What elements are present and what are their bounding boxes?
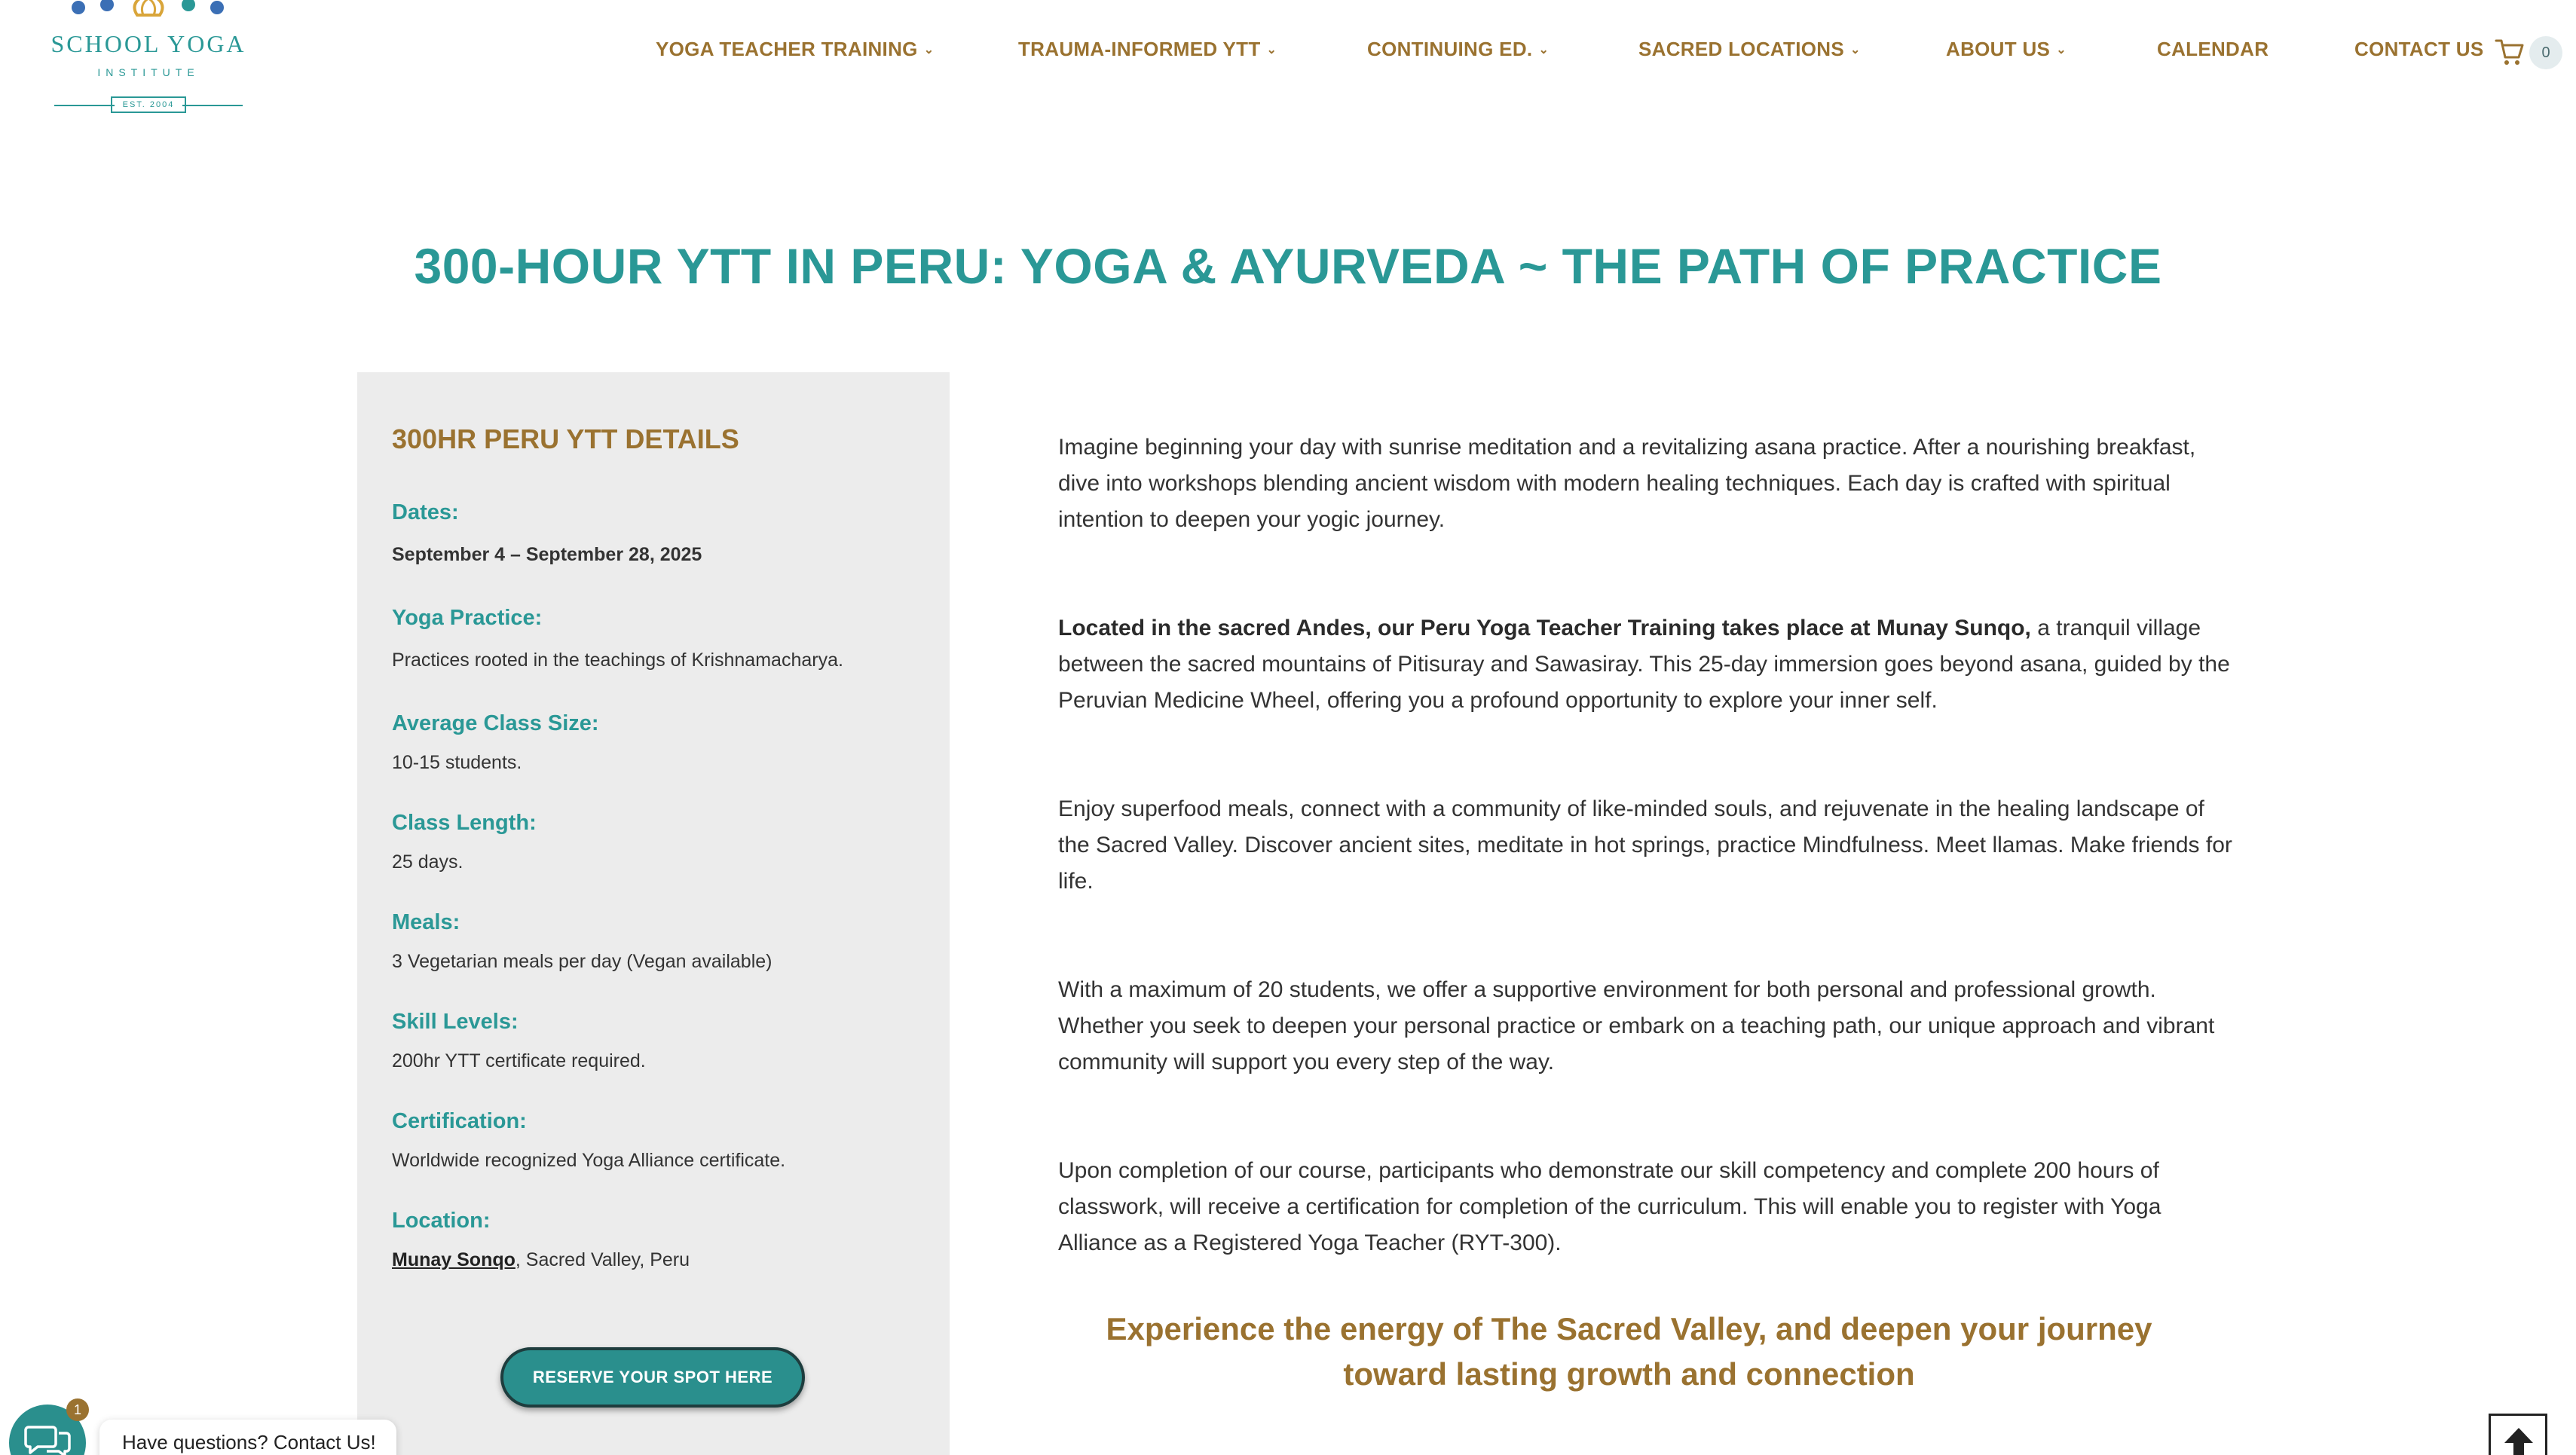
logo-subtitle: INSTITUTE	[97, 66, 200, 78]
lotus-logo-icon	[47, 0, 250, 20]
cart-button[interactable]	[2495, 35, 2562, 71]
experience-paragraph: Enjoy superfood meals, connect with a community of like-minded souls, and rejuvenate in the healing landscape of the Sacred Valley. Discover ancient sites, meditate in hot springs, practice Mindfulness. Meet llamas. Make friends for life.	[1058, 796, 2232, 894]
location-label: Location:	[392, 1209, 491, 1233]
nav-label: SACRED LOCATIONS	[1638, 38, 1844, 60]
nav-label: CALENDAR	[2157, 38, 2269, 60]
nav-calendar[interactable]	[2157, 38, 2269, 61]
logo-est-label: EST. 2004	[111, 96, 186, 113]
chevron-down-icon: ⌄	[1850, 44, 1861, 57]
intro-paragraph: Imagine beginning your day with sunrise meditation and a revitalizing asana practice. After a nourishing breakfast, dive into workshops blending ancient wisdom with modern healing techniques. Each day is crafted with spiritual intention to deepen your yogic journey.	[1058, 435, 2196, 532]
nav-about-us[interactable]	[1946, 38, 2067, 61]
nav-yoga-teacher-training[interactable]	[656, 38, 934, 61]
logo-established	[47, 93, 250, 116]
shopping-cart-icon	[2495, 38, 2525, 66]
class-size-paragraph: With a maximum of 20 students, we offer a supportive environment for both personal and professional growth. Whether you seek to deepen your personal practice or embark on a teaching path, our unique approach and vibrant community will support you every step of the way.	[1058, 977, 2215, 1074]
class-length-value: 25 days.	[392, 851, 463, 873]
chat-bubbles-icon	[24, 1421, 71, 1455]
meals-value: 3 Vegetarian meals per day (Vegan available)	[392, 951, 772, 972]
nav-contact-us[interactable]	[2354, 38, 2484, 61]
cart-count-badge: 0	[2529, 36, 2562, 69]
chat-prompt[interactable]: Have questions? Contact Us!	[99, 1420, 396, 1455]
scroll-to-top-button[interactable]	[2489, 1414, 2547, 1455]
yoga-practice-value: Practices rooted in the teachings of Krishnamacharya.	[392, 650, 843, 671]
location-link[interactable]: Munay Sonqo	[392, 1249, 516, 1270]
location-value	[392, 1249, 690, 1271]
logo-name: SCHOOL YOGA	[50, 30, 246, 57]
certification-value: Worldwide recognized Yoga Alliance certificate.	[392, 1150, 786, 1171]
location-paragraph-rest: a tranquil village between the sacred mountains of Pitisuray and Sawasiray. This 25-day immersion goes beyond asana, guided by the Peruvian Medicine Wheel, offering you a profound opportunity to explore your inner self.	[1058, 616, 2230, 713]
nav-label: TRAUMA-INFORMED YTT	[1018, 38, 1261, 60]
class-size-value: 10-15 students.	[392, 752, 522, 773]
nav-label: ABOUT US	[1946, 38, 2051, 60]
nav-label: CONTINUING ED.	[1367, 38, 1533, 60]
class-size-label: Average Class Size:	[392, 711, 599, 735]
class-length-label: Class Length:	[392, 811, 537, 835]
nav-trauma-informed-ytt[interactable]	[1018, 38, 1277, 61]
location-rest: , Sacred Valley, Peru	[515, 1249, 690, 1270]
chevron-down-icon: ⌄	[1538, 44, 1550, 57]
nav-sacred-locations[interactable]	[1638, 38, 1861, 61]
location-paragraph-bold: Located in the sacred Andes, our Peru Yoga Teacher Training takes place at Munay Sunqo,	[1058, 616, 2031, 640]
meals-label: Meals:	[392, 910, 460, 934]
callout-heading: Experience the energy of The Sacred Valley, and deepen your journey toward lasting growth and connection	[1106, 1311, 2152, 1392]
details-title: 300HR PERU YTT DETAILS	[392, 423, 739, 454]
chevron-down-icon: ⌄	[1266, 44, 1277, 57]
page-title: 300-HOUR YTT IN PERU: YOGA & AYURVEDA ~ THE PATH OF PRACTICE	[414, 238, 2162, 294]
chat-notification-badge: 1	[66, 1398, 89, 1421]
certification-paragraph: Upon completion of our course, participants who demonstrate our skill competency and complete 200 hours of classwork, will receive a certification for completion of the curriculum. This will enable you to register with Yoga Alliance as a Registered Yoga Teacher (RYT-300).	[1058, 1158, 2161, 1255]
yoga-practice-label: Yoga Practice:	[392, 606, 543, 630]
chevron-down-icon: ⌄	[923, 44, 935, 57]
nav-label: YOGA TEACHER TRAINING	[656, 38, 918, 60]
skill-levels-label: Skill Levels:	[392, 1010, 519, 1034]
main-nav	[0, 38, 2576, 68]
certification-label: Certification:	[392, 1109, 527, 1133]
arrow-up-icon	[2501, 1423, 2536, 1455]
nav-label: CONTACT US	[2354, 38, 2484, 60]
dates-label: Dates:	[392, 500, 459, 524]
details-panel	[357, 372, 950, 1455]
reserve-spot-button[interactable]: RESERVE YOUR SPOT HERE	[500, 1347, 805, 1408]
location-paragraph	[1058, 610, 2234, 719]
nav-continuing-ed[interactable]	[1367, 38, 1549, 61]
dates-value: September 4 – September 28, 2025	[392, 544, 702, 565]
chevron-down-icon: ⌄	[2056, 44, 2067, 57]
skill-levels-value: 200hr YTT certificate required.	[392, 1050, 646, 1071]
